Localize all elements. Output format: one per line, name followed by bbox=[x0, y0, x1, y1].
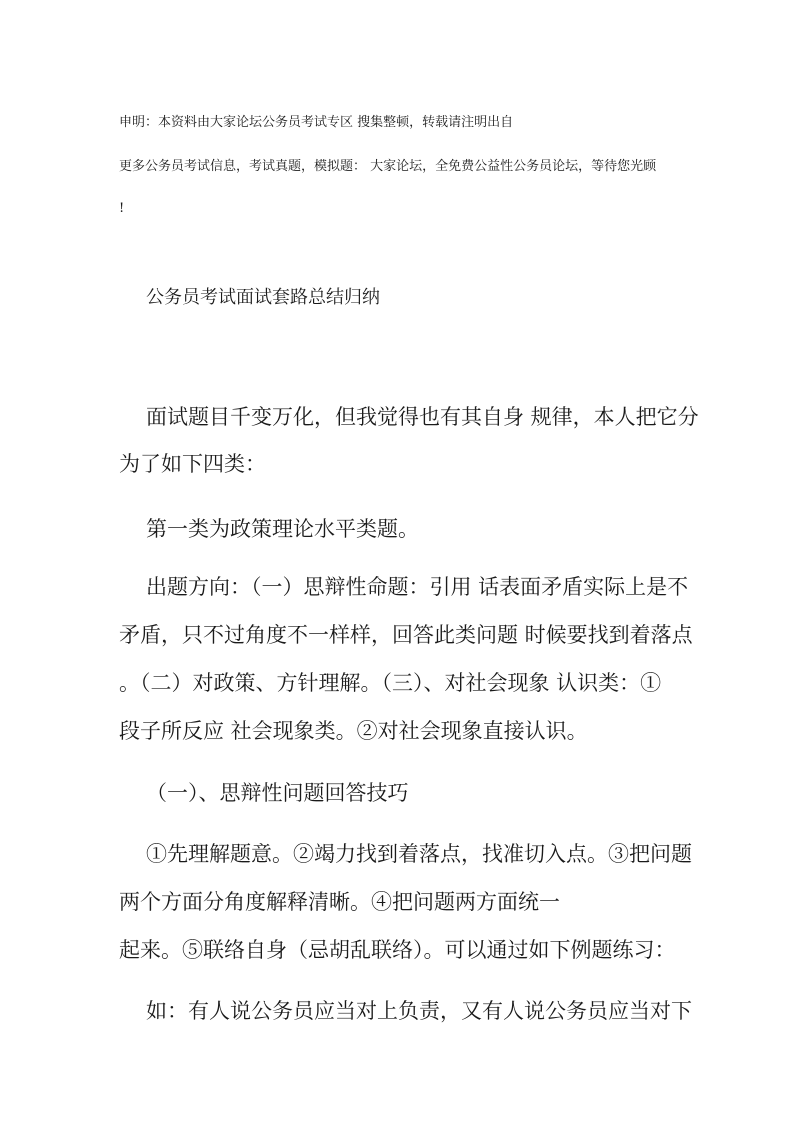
header-info-continuation: ! bbox=[119, 201, 125, 216]
paragraph-line: 为了如下四类： bbox=[119, 452, 266, 476]
paragraph-line: 如：有人说公务员应当对上负责，又有人说公务员应当对下 bbox=[146, 999, 692, 1023]
paragraph-line: ①先理解题意。②竭力找到着落点，找准切入点。③把问题 bbox=[146, 842, 692, 866]
paragraph-line: 起来。⑤联络自身（忌胡乱联络）。可以通过如下例题练习： bbox=[119, 938, 676, 962]
document-title: 公务员考试面试套路总结归纳 bbox=[146, 287, 380, 308]
paragraph-line: 段子所反应 社会现象类。②对社会现象直接认识。 bbox=[119, 719, 588, 743]
subsection-heading: （一）、思辩性问题回答技巧 bbox=[146, 781, 409, 805]
paragraph-line: 两个方面分角度解释清晰。④把问题两方面统一 bbox=[119, 890, 560, 914]
header-notice-line: 申明：本资料由大家论坛公务员考试专区 搜集整顿，转载请注明出自 bbox=[119, 115, 514, 130]
paragraph-line: 矛盾，只不过角度不一样样，回答此类问题 时候要找到着落点 bbox=[119, 623, 693, 647]
paragraph-line: 出题方向：（一）思辩性命题：引用 话表面矛盾实际上是不 bbox=[146, 575, 689, 599]
paragraph-line: 。（二）对政策、方针理解。（三）、对社会现象 认识类：① bbox=[119, 671, 662, 695]
header-info-line: 更多公务员考试信息，考试真题，模拟题： 大家论坛，全免费公益性公务员论坛，等待您光顾 bbox=[119, 159, 657, 174]
section-heading: 第一类为政策理论水平类题。 bbox=[146, 517, 419, 541]
paragraph-line: 面试题目千变万化，但我觉得也有其自身 规律，本人把它分 bbox=[146, 405, 699, 429]
